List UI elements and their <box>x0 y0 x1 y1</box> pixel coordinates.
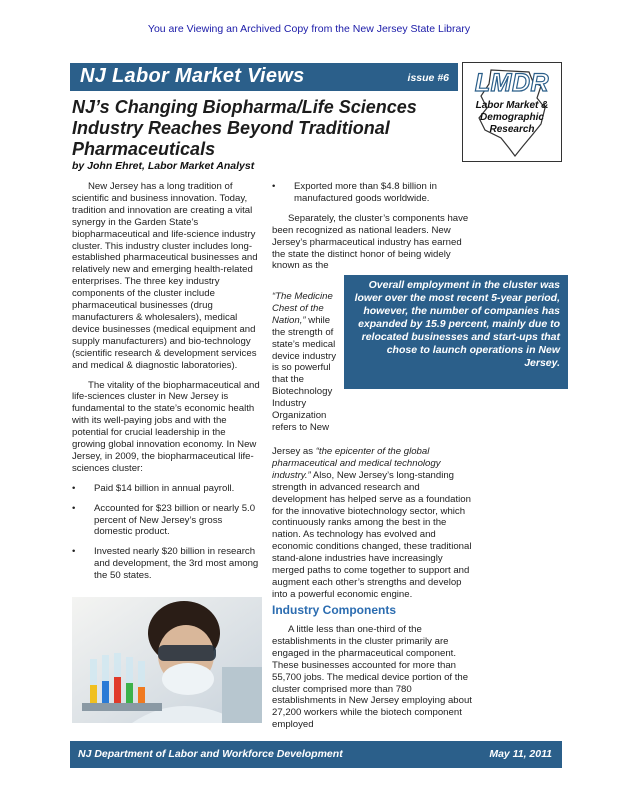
paragraph: The vitality of the biopharmaceutical and life-sciences cluster in New Jersey is fundamental to the state’s economic health with its well-paying jobs and with the potential for crucial leadership in the growing global innovation economy. In New Jersey, in 2009, the biopharmaceutical life-sciences cluster: <box>72 379 260 474</box>
list-item: • Exported more than $4.8 billion in manufactured goods worldwide. <box>272 181 470 205</box>
lab-photo-illustration <box>72 597 262 723</box>
column-2-top <box>272 181 470 280</box>
logo-acronym: LMDR <box>474 69 550 97</box>
newsletter-title: NJ Labor Market Views <box>80 65 305 87</box>
quote: “the epicenter of the global pharmaceutical and medical technology industry.” <box>272 446 441 481</box>
lmdr-logo <box>462 62 562 162</box>
stats-list-continued <box>272 181 470 205</box>
column-1 <box>72 181 260 590</box>
paragraph: New Jersey has a long tradition of scientific and business innovation. Today, tradition and innovation are creating a vital synergy in the Garden State’s biopharmaceutical and life-science industry cluster. This industry cluster includes long-established pharmaceutical businesses and relatively new and emerging health-related enterprises. The three key industry components of the cluster include pharmaceutical businesses (drug manufacturers & wholesalers), medical device businesses (medical equipment and supply manufacturers) and bio-technology (scientific research & development services and medical & diagnostic laboratories). <box>72 181 258 371</box>
text-run: Also, New Jersey’s long-standing strength in advanced research and development has helped serve as a foundation for the innovative biotechnology sector, which continuously ranks among the best in the nation. As technology has evolved and economic conditions changed, these traditional stand-alone industries have increasingly merged paths to come together to support and augment each other’s strengths and develop into a powerful economic engine. <box>272 469 472 600</box>
column-2-section <box>272 624 476 739</box>
footer-organization: NJ Department of Labor and Workforce Development <box>78 748 343 760</box>
footer-date: May 11, 2011 <box>489 748 552 760</box>
section-heading: Industry Components <box>272 603 397 617</box>
list-item: • Accounted for $23 billion or nearly 5.0 percent of New Jersey’s gross domestic product. <box>72 503 260 539</box>
list-item: • Invested nearly $20 billion in research and development, the 3rd most among the 50 states. <box>72 546 260 582</box>
lab-scientist-photo <box>72 597 262 723</box>
quote: “The Medicine Chest of the Nation,” <box>272 291 333 326</box>
stats-list <box>72 483 260 582</box>
paragraph: Separately, the cluster’s components have been recognized as national leaders. New Jersey’s pharmaceutical industry has earned the state the distinct honor of being widely known as the <box>272 212 469 272</box>
list-item: • Paid $14 billion in annual payroll. <box>72 483 260 495</box>
pull-quote: Overall employment in the cluster was lower over the most recent 5-year period, however, the number of companies has expanded by 15.9 percent, mainly due to relocated businesses and start-ups that chose to launch operations in New Jersey. <box>344 275 568 389</box>
column-2-bottom <box>272 446 476 609</box>
article-headline: NJ’s Changing Biopharma/Life Sciences Industry Reaches Beyond Traditional Pharmaceuticals <box>72 97 417 159</box>
text-run: Jersey as <box>272 446 316 457</box>
paragraph: A little less than one-third of the establishments in the cluster primarily are engaged in the pharmaceutical component. These businesses accounted for more than 55,700 jobs. The medical device portion of the cluster comprised more than 780 establishments in New Jersey employing about 27,200 workers while the biotech component employed <box>272 624 472 731</box>
column-2-narrow <box>272 291 340 434</box>
logo-subtitle <box>463 100 561 136</box>
text-run: while the strength of state’s medical device industry is so powerful that the Biotechnology Industry Organization refers to New <box>272 314 336 433</box>
paragraph <box>272 446 476 601</box>
issue-number: issue #6 <box>407 72 449 84</box>
page-footer <box>70 741 562 768</box>
logo-line: Research <box>489 124 535 135</box>
archive-notice: You are Viewing an Archived Copy from the New Jersey State Library <box>147 23 471 35</box>
logo-line: Demographic <box>480 112 544 123</box>
logo-line: Labor Market & <box>475 100 549 111</box>
article-byline: by John Ehret, Labor Market Analyst <box>72 160 255 172</box>
newsletter-banner <box>70 63 458 91</box>
